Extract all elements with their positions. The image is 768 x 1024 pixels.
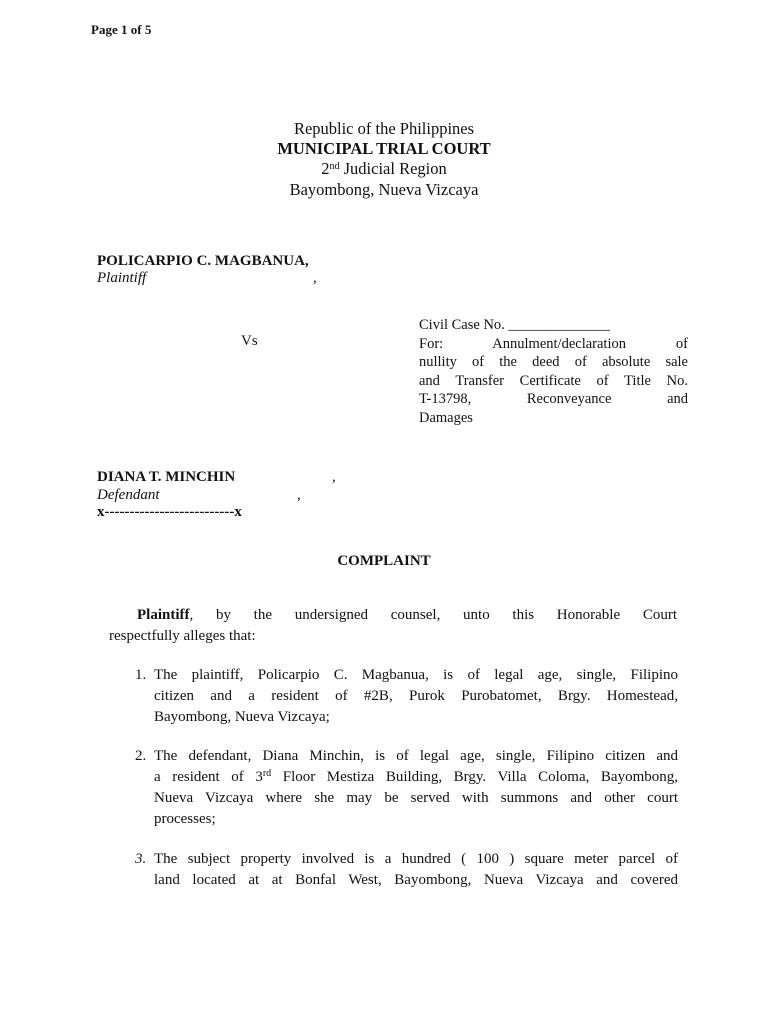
defendant-name: DIANA T. MINCHIN [97,469,236,485]
case-nature-line: and Transfer Certificate of Title No. [419,372,688,389]
defendant-role: Defendant [97,487,160,503]
case-number: Civil Case No. ______________ [419,317,610,333]
document-title: COMPLAINT [337,553,431,569]
case-nature-line: Damages [419,409,473,426]
court-name: MUNICIPAL TRIAL COURT [277,139,491,158]
case-nature-line: nullity of the deed of absolute sale [419,354,688,370]
defendant-comma: , [332,469,336,485]
allegation-1: The plaintiff, Policarpio C. Magbanua, is of legal age, single, Filipino citizen and a resident of #2B, Purok Purobatomet, Brgy. Homestead, Bayombong, Nueva Vizcaya; [154,667,678,725]
allegation-2: The defendant, Diana Minchin, is of legal age, single, Filipino citizen and a resident of 3rd Floor Mestiza Building, Brgy. Villa Coloma, Bayombong, Nueva Vizcaya where she may be served with summons and other court processes; [154,748,678,827]
allegation-3: The subject property involved is a hundred ( 100 ) square meter parcel of land located at at Bonfal West, Bayombong, Nueva Vizcaya and covered [154,851,678,888]
plaintiff-role: Plaintiff [97,270,147,286]
allegation-number: 3. [135,851,147,867]
case-info [419,316,688,427]
court-location: Bayombong, Nueva Vizcaya [289,180,479,199]
case-nature-line: For: Annulment/declaration of [419,335,688,352]
versus-label: Vs [241,333,258,349]
page-number: Page 1 of 5 [91,22,152,37]
plaintiff-name: POLICARPIO C. MAGBANUA, [97,253,309,269]
court-region: 2nd Judicial Region [321,159,447,178]
court-republic: Republic of the Philippines [293,119,475,138]
plaintiff-comma: , [313,270,317,286]
defendant-comma: , [297,487,301,503]
case-nature-line: T-13798, Reconveyance and [419,391,688,407]
allegation-number: 1. [135,667,147,683]
caption-separator: x--------------------------x [97,504,242,520]
intro-paragraph: Plaintiff, by the undersigned counsel, unto this Honorable Court respectfully alleges that: [109,607,677,644]
intro-bold: Plaintiff [137,607,190,623]
allegation-number: 2. [135,748,147,764]
